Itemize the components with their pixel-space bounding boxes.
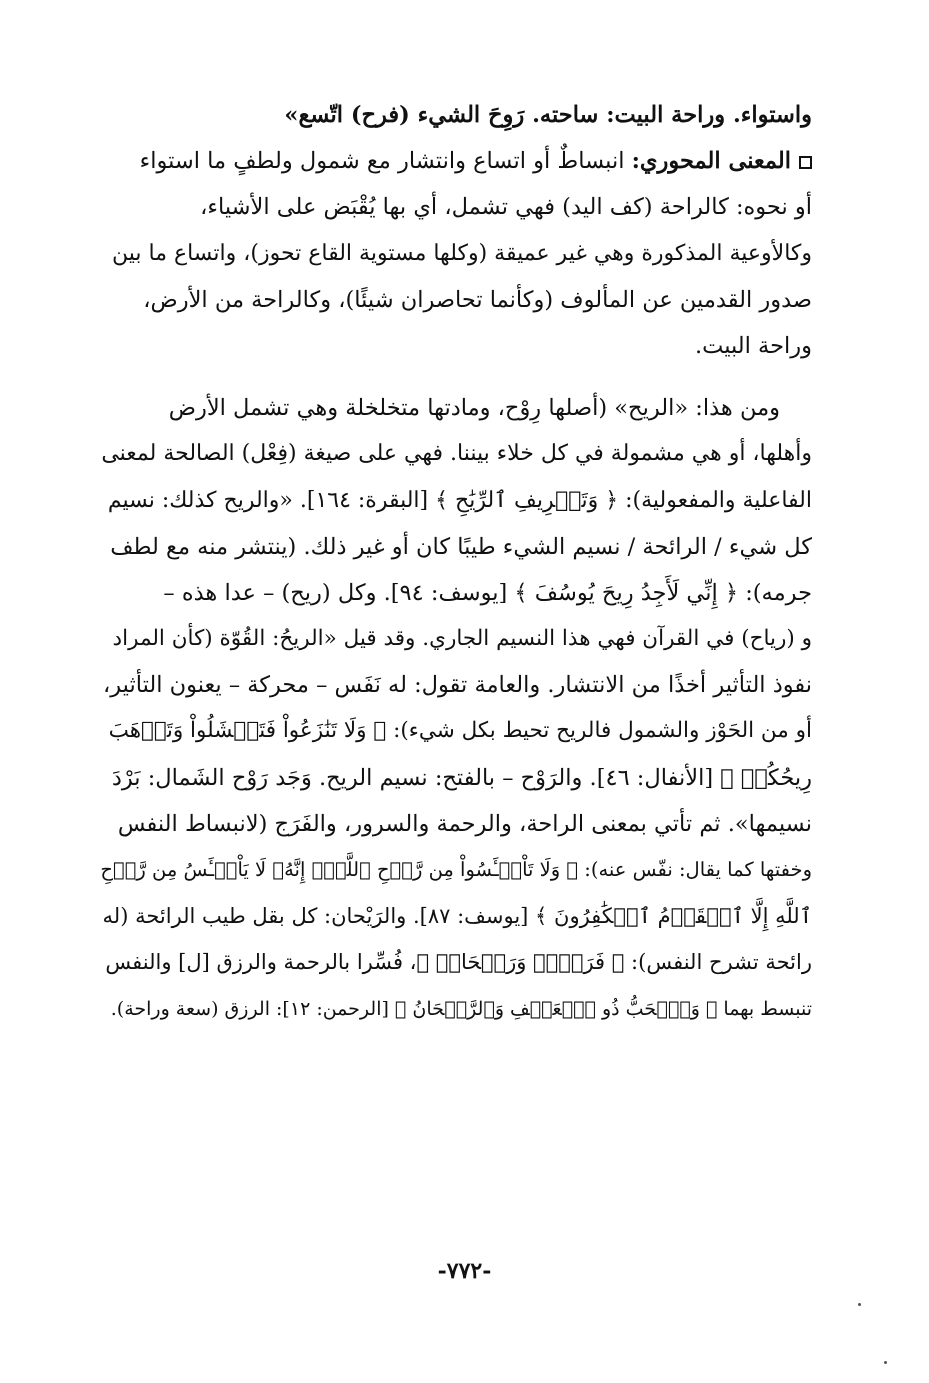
text-line: ومن هذا: «الريح» (أصلها رِوْح، ومادتها متخلخلة وهي تشمل الأرض bbox=[168, 395, 780, 422]
scan-speck bbox=[858, 1303, 861, 1306]
text-line: رائحة تشرح النفس): ﴿ فَرَوۡحٞ وَرَيۡحَانٞ ﴾، فُسِّرا بالرحمة والرزق [ل] والنفس bbox=[105, 950, 812, 975]
text-run: انبساطٌ أو اتساع وانتشار مع شمول ولطفٍ ما استواء bbox=[139, 148, 632, 175]
text-line: و (رياح) في القرآن فهي هذا النسيم الجاري. وقد قيل «الريحُ: القُوّة (كأن المراد bbox=[112, 626, 812, 652]
text-line: وراحة البيت. bbox=[694, 332, 812, 359]
text-line: واستواء. وراحة البيت: ساحته. رَوِحَ الشيء (فرح) اتّسع» bbox=[284, 102, 812, 128]
core-meaning-heading: المعنى المحوري: bbox=[631, 148, 791, 175]
text-line: كل شيء / الرائحة / نسيم الشيء طيبًا كان أو غير ذلك. (ينتشر منه مع لطف bbox=[110, 533, 812, 560]
page-body-text bbox=[100, 92, 812, 1032]
text-line: رِيحُكُمۡ ﴾ [الأنفال: ٤٦]. والرَوْح – بالفتح: نسيم الريح. وَجَد رَوْح الشَمال: بَرْدَ bbox=[111, 764, 812, 791]
text-line: الفاعلية والمفعولية): ﴿ وَتَصۡرِيفِ ٱلرِّيَٰحِ ﴾ [البقرة: ١٦٤]. «والريح كذلك: نسيم bbox=[107, 487, 812, 513]
text-line: ٱللَّهِ إِلَّا ٱلۡقَوۡمُ ٱلۡكَٰفِرُونَ ﴾ [يوسف: ٨٧]. والرَيْحان: كل بقل طيب الرائحة (له bbox=[102, 904, 812, 929]
text-line: وأهلها، أو هي مشمولة في كل خلاء بيننا. فهي على صيغة (فِعْل) الصالحة لمعنى bbox=[101, 441, 812, 467]
text-line bbox=[100, 138, 812, 184]
text-line: نفوذ التأثير أخذًا من الانتشار. والعامة تقول: له نَفَس – محركة – يعنون التأثير، bbox=[102, 672, 812, 699]
scan-speck bbox=[884, 1361, 887, 1364]
text-line: وخفتها كما يقال: نفّس عنه): ﴿ وَلَا تَاْيۡـَٔسُواْ مِن رَّوۡحِ ٱللَّهِۖ إِنَّهُۥ لَا يَاْيۡـَٔسُ مِن رَّوۡحِ bbox=[100, 858, 812, 881]
text-line: وكالأوعية المذكورة وهي غير عميقة (وكلها مستوية القاع تحوز)، واتساع ما بين bbox=[111, 240, 812, 266]
page-number: -٧٧٢- bbox=[437, 1258, 492, 1284]
text-line: صدور القدمين عن المألوف (وكأنما تحاصران شيئًا)، وكالراحة من الأرض، bbox=[143, 286, 812, 313]
text-line: جرمه): ﴿ إِنِّي لَأَجِدُ رِيحَ يُوسُفَ ﴾ [يوسف: ٩٤]. وكل (ريح) – عدا هذه – bbox=[163, 579, 812, 606]
text-line: أو نحوه: كالراحة (كف اليد) فهي تشمل، أي بها يُقْبَض على الأشياء، bbox=[200, 194, 812, 221]
paragraph-gap bbox=[100, 369, 812, 385]
text-line: أو من الحَوْز والشمول فالريح تحيط بكل شيء): ﴿ وَلَا تَنَٰزَعُواْ فَتَفۡشَلُواْ وَتَذۡهَبَ bbox=[108, 718, 812, 744]
text-line: تنبسط بهما ﴿ وَٱلۡحَبُّ ذُو ٱلۡعَصۡفِ وَٱلرَّيۡحَانُ ﴾ [الرحمن: ١٢]: الرزق (سعة وراحة). bbox=[110, 997, 812, 1020]
hollow-square-icon bbox=[799, 156, 812, 169]
text-line: نسيمها». ثم تأتي بمعنى الراحة، والرحمة والسرور، والفَرَج (لانبساط النفس bbox=[117, 810, 812, 837]
